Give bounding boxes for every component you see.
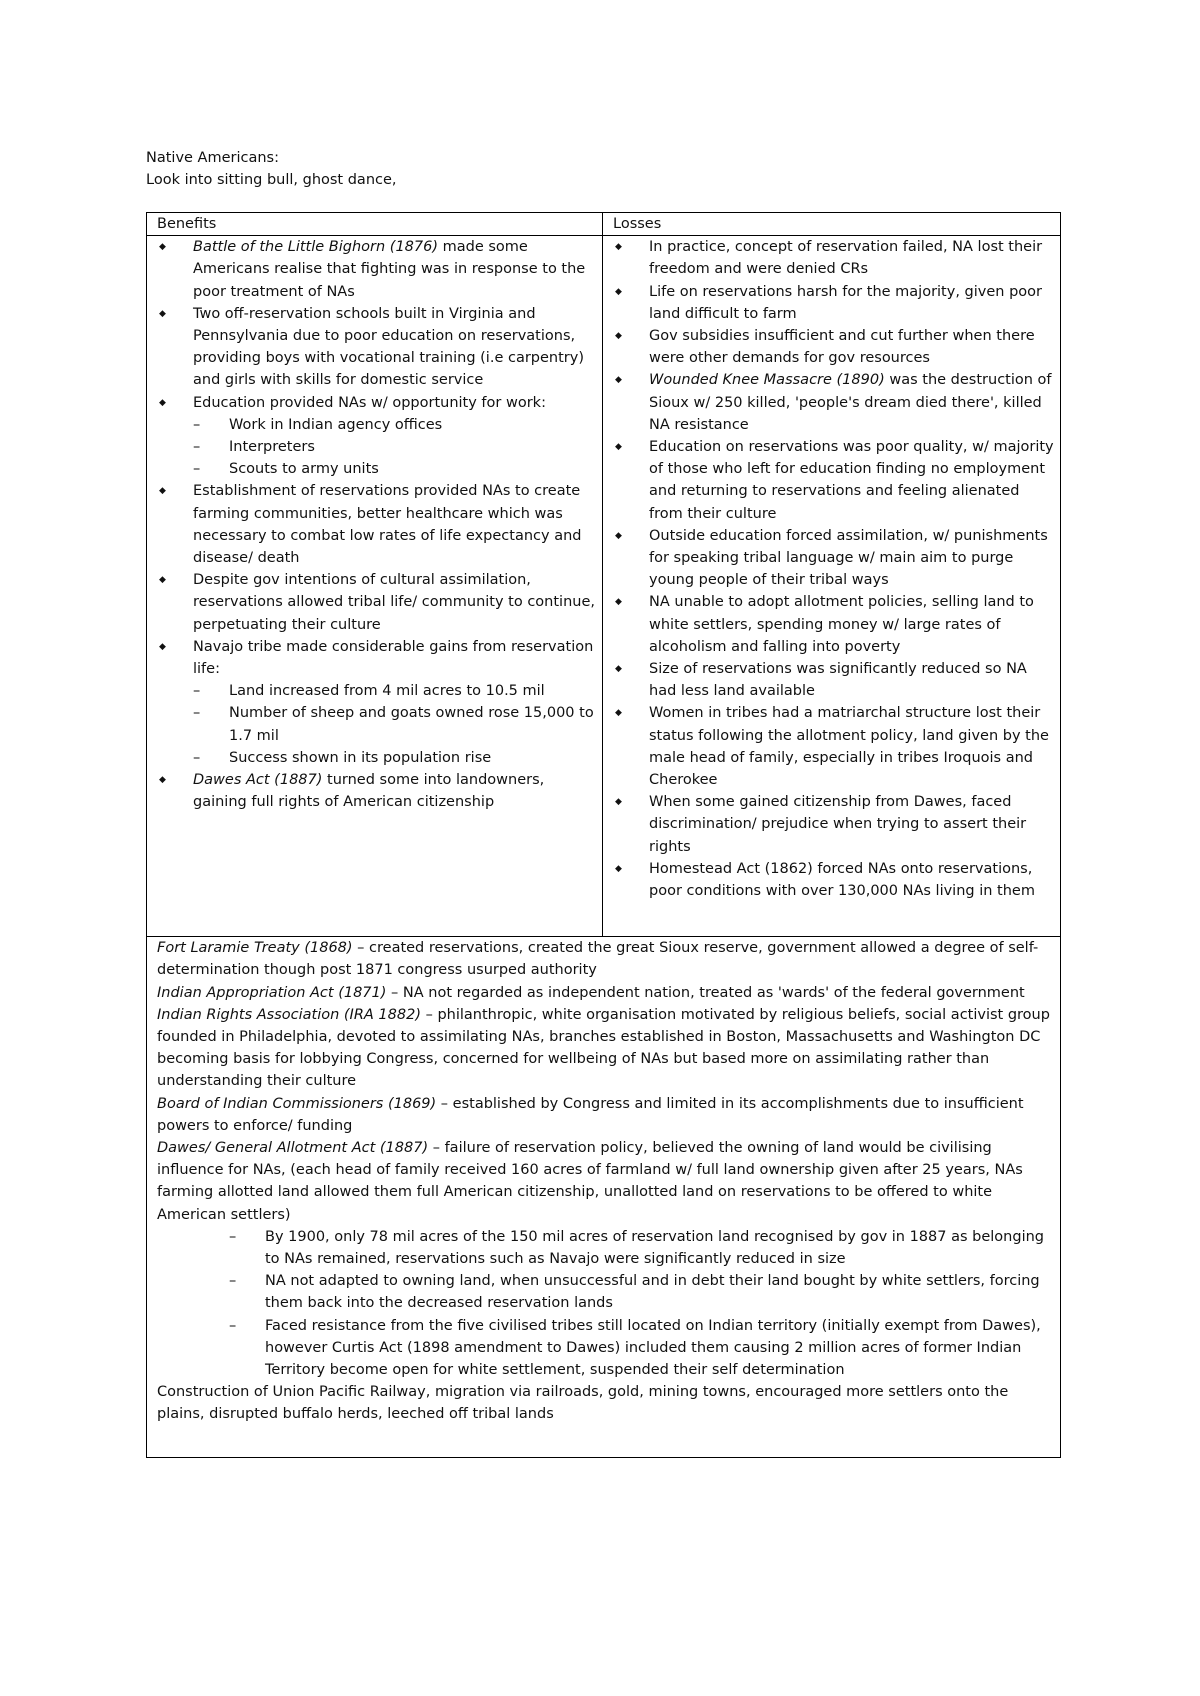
note-emphasis: Dawes/ General Allotment Act (1887) bbox=[157, 1140, 429, 1157]
list-item bbox=[613, 591, 1054, 658]
sublist-item: – Faced resistance from the five civilised tribes still located on Indian territory (initially exempt from Dawes), however Curtis Act (1898 amendment to Dawes) included them causing 2 million acres of former Indian Territory become open for white settlement, suspended their self determination bbox=[157, 1315, 1054, 1382]
note-emphasis: Indian Rights Association (IRA 1882) bbox=[157, 1006, 421, 1023]
list-item bbox=[157, 480, 596, 569]
document-header bbox=[146, 147, 397, 191]
note-emphasis: Indian Appropriation Act (1871) bbox=[157, 984, 387, 1001]
item-text: When some gained citizenship from Dawes, faced discrimination/ prejudice when trying to assert their rights bbox=[649, 794, 1027, 855]
benefits-cell bbox=[147, 236, 603, 937]
sublist-item: – By 1900, only 78 mil acres of the 150 mil acres of reservation land recognised by gov in 1887 as belonging to NAs remained, reservations such as Navajo were significantly reduced in size bbox=[157, 1226, 1054, 1270]
sublist-item: – Land increased from 4 mil acres to 10.5 mil bbox=[157, 680, 596, 702]
list-item bbox=[613, 525, 1054, 592]
item-text: Size of reservations was significantly reduced so NA had less land available bbox=[649, 661, 1027, 700]
item-text: Education provided NAs w/ opportunity for work: bbox=[193, 394, 546, 411]
note-union-pacific: Construction of Union Pacific Railway, migration via railroads, gold, mining towns, encouraged more settlers onto the plains, disrupted buffalo herds, leeched off tribal lands bbox=[157, 1384, 1009, 1423]
note-text: – established by Congress and limited in its accomplishments due to insufficient powers to enforce/ funding bbox=[157, 1095, 1024, 1134]
list-item bbox=[157, 769, 596, 813]
note-text: – failure of reservation policy, believed the owning of land would be civilising influence for NAs, (each head of family received 160 acres of farmland w/ full land ownership given after 25 years, NAs farming allotted land allowed them full American citizenship, unallotted land on reservations to be offered to white American settlers) bbox=[157, 1140, 1023, 1223]
note-board-commissioners bbox=[157, 1093, 1054, 1137]
item-text: Two off-reservation schools built in Virginia and Pennsylvania due to poor education on reservations, providing boys with vocational training (i.e carpentry) and girls with skills for domestic service bbox=[193, 305, 584, 389]
item-text: was the destruction of Sioux w/ 250 killed, 'people's dream died there', killed NA resistance bbox=[649, 372, 1052, 433]
sublist-item: – Work in Indian agency offices bbox=[157, 414, 596, 436]
navajo-gains-sublist bbox=[157, 680, 596, 769]
note-rights-association bbox=[157, 1004, 1054, 1093]
list-item bbox=[613, 281, 1054, 325]
item-text: made some Americans realise that fighting was in response to the poor treatment of NAs bbox=[193, 239, 586, 300]
item-emphasis: Wounded Knee Massacre (1890) bbox=[649, 372, 885, 389]
losses-list bbox=[613, 236, 1054, 902]
notes-cell bbox=[147, 937, 1061, 1458]
item-text: Establishment of reservations provided NAs to create farming communities, better healthcare which was necessary to combat low rates of life expectancy and disease/ death bbox=[193, 483, 582, 567]
benefits-list-cont bbox=[157, 480, 596, 680]
list-item bbox=[157, 236, 596, 303]
item-emphasis: Dawes Act (1887) bbox=[193, 772, 323, 789]
item-text: Gov subsidies insufficient and cut further when there were other demands for gov resources bbox=[649, 328, 1035, 367]
item-text: In practice, concept of reservation failed, NA lost their freedom and were denied CRs bbox=[649, 239, 1043, 278]
benefits-list bbox=[157, 236, 596, 414]
losses-cell bbox=[603, 236, 1061, 937]
list-item bbox=[613, 369, 1054, 436]
list-item bbox=[613, 236, 1054, 280]
column-header-benefits: Benefits bbox=[147, 213, 603, 236]
list-item bbox=[613, 702, 1054, 791]
list-item bbox=[157, 569, 596, 636]
sublist-item: – Success shown in its population rise bbox=[157, 747, 596, 769]
dawes-points-list bbox=[157, 1226, 1054, 1381]
sublist-item: – NA not adapted to owning land, when unsuccessful and in debt their land bought by white settlers, forcing them back into the decreased reservation lands bbox=[157, 1270, 1054, 1314]
document-title: Native Americans: bbox=[146, 150, 279, 166]
item-text: turned some into landowners, gaining full rights of American citizenship bbox=[193, 772, 545, 811]
benefits-losses-table bbox=[146, 212, 1061, 1458]
list-item bbox=[613, 791, 1054, 858]
item-text: Outside education forced assimilation, w/ punishments for speaking tribal language w/ main aim to purge young people of their tribal ways bbox=[649, 527, 1048, 589]
list-item bbox=[157, 392, 596, 414]
table-row-notes bbox=[147, 937, 1061, 1458]
sublist-item: – Number of sheep and goats owned rose 15,000 to 1.7 mil bbox=[157, 702, 596, 746]
column-header-losses: Losses bbox=[603, 213, 1061, 236]
list-item bbox=[613, 858, 1054, 902]
work-opportunity-sublist bbox=[157, 414, 596, 481]
item-text: NA unable to adopt allotment policies, selling land to white settlers, spending money w/ large rates of alcoholism and falling into poverty bbox=[649, 594, 1034, 655]
list-item bbox=[613, 436, 1054, 525]
note-appropriation-act bbox=[157, 982, 1054, 1004]
table-header-row bbox=[147, 213, 1061, 236]
document-subtitle: Look into sitting bull, ghost dance, bbox=[146, 172, 397, 188]
item-text: Homestead Act (1862) forced NAs onto reservations, poor conditions with over 130,000 NAs living in them bbox=[649, 860, 1035, 900]
item-text: Navajo tribe made considerable gains from reservation life: bbox=[193, 638, 594, 678]
note-text: – NA not regarded as independent nation, treated as 'wards' of the federal government bbox=[386, 984, 1025, 1001]
note-text: – created reservations, created the great Sioux reserve, government allowed a degree of self-determination though post 1871 congress usurped authority bbox=[157, 940, 1039, 979]
list-item bbox=[613, 658, 1054, 702]
item-text: Women in tribes had a matriarchal structure lost their status following the allotment policy, land given by the male head of family, especially in tribes Iroquois and Cherokee bbox=[649, 705, 1049, 789]
list-item bbox=[157, 636, 596, 680]
sublist-item: – Scouts to army units bbox=[157, 458, 596, 480]
table-row-lists bbox=[147, 236, 1061, 937]
note-dawes-act bbox=[157, 1137, 1054, 1226]
note-emphasis: Board of Indian Commissioners (1869) bbox=[157, 1095, 437, 1112]
list-item bbox=[613, 325, 1054, 369]
note-emphasis: Fort Laramie Treaty (1868) bbox=[157, 940, 353, 957]
item-emphasis: Battle of the Little Bighorn (1876) bbox=[193, 239, 439, 256]
item-text: Despite gov intentions of cultural assimilation, reservations allowed tribal life/ community to continue, perpetuating their culture bbox=[193, 572, 595, 633]
list-item bbox=[157, 303, 596, 392]
note-text: – philanthropic, white organisation motivated by religious beliefs, social activist group founded in Philadelphia, devoted to assimilating NAs, branches established in Boston, Massachusetts and Washington DC becoming basis for lobbying Congress, concerned for wellbeing of NAs but based more on assimilating rather than understanding their culture bbox=[157, 1006, 1050, 1090]
note-fort-laramie bbox=[157, 937, 1054, 981]
item-text: Education on reservations was poor quality, w/ majority of those who left for education finding no employment and returning to reservations and feeling alienated from their culture bbox=[649, 439, 1054, 522]
sublist-item: – Interpreters bbox=[157, 436, 596, 458]
item-text: Life on reservations harsh for the majority, given poor land difficult to farm bbox=[649, 283, 1042, 322]
benefits-list-end bbox=[157, 769, 596, 813]
